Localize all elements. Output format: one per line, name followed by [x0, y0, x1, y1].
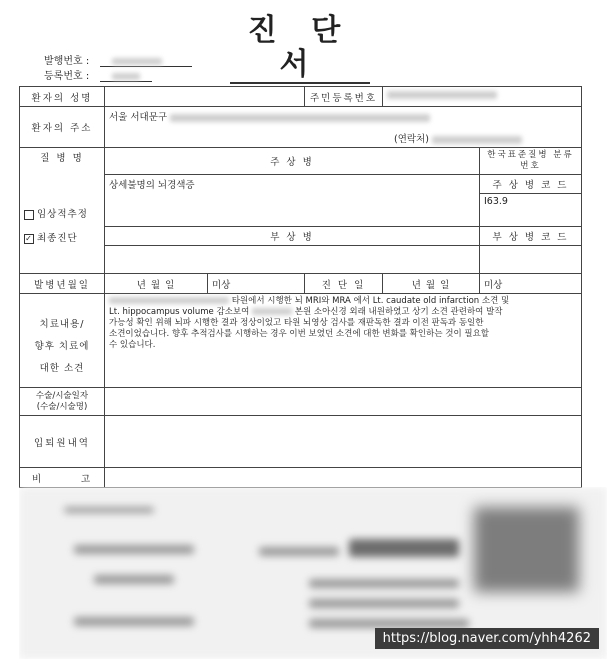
- diagnosis-date-note: 미상: [480, 274, 582, 294]
- diagnosis-date-label: 진 단 일: [305, 274, 383, 294]
- clinical-estimate-label: 임상적추정: [37, 209, 88, 220]
- blurred-stamp-icon: [474, 507, 579, 592]
- surgery-date-label: [20, 388, 105, 416]
- main-disease-value: 상세불명의 뇌경색증: [109, 180, 195, 191]
- remarks-value: [105, 468, 582, 488]
- surgery-label-line-2: (수술/시술명): [36, 401, 88, 412]
- kcd-header: 한국표준질병 분류번호: [480, 148, 582, 175]
- resident-number-value: [383, 87, 582, 107]
- registration-number-row: [44, 67, 152, 82]
- onset-date-note: 미상: [208, 274, 305, 294]
- treatment-text-line-2: Lt. hippocampus volume 감소보여: [109, 307, 250, 317]
- sub-code-header: 부 상 병 코 드: [480, 227, 582, 246]
- document-title: 진 단 서: [230, 14, 370, 84]
- patient-address-label: 환자의 주소: [20, 107, 105, 148]
- main-disease-header: 주 상 병: [105, 148, 480, 175]
- treatment-text-line-6: 수 있습니다.: [109, 340, 156, 350]
- treatment-label-line-1: 치료내용/: [39, 319, 85, 330]
- patient-name-value: [105, 87, 305, 107]
- resident-number-label: 주민등록번호: [305, 87, 383, 107]
- blurred-signature-area: [19, 487, 607, 659]
- clinical-estimate-checkbox: [24, 210, 34, 220]
- main-code-cell: [480, 175, 582, 227]
- diagnosis-date-value: 년 월 일: [383, 274, 480, 294]
- blog-watermark: https://blog.naver.com/yhh4262: [375, 628, 599, 649]
- main-code-header: 주 상 병 코 드: [480, 175, 581, 194]
- contact-label: (연락처): [394, 134, 429, 145]
- treatment-label-line-2: 향후 치료에: [34, 341, 90, 352]
- sub-disease-value: [105, 246, 480, 274]
- registration-number-label: 등록번호 :: [44, 71, 90, 82]
- main-disease-cell: [105, 175, 480, 227]
- sub-code-value: [480, 246, 582, 274]
- sub-disease-header: 부 상 병: [105, 227, 480, 246]
- treatment-label-line-3: 대한 소견: [39, 363, 85, 374]
- issue-number-value: [100, 57, 192, 67]
- treatment-text-line-5: 소견이었습니다. 향후 추적검사를 시행하는 경우 이번 보였던 소견에 대한 변화를 확인하는 것이 필요할: [109, 329, 489, 339]
- treatment-text: [105, 294, 582, 388]
- main-code-value: I63.9: [484, 196, 508, 207]
- final-diagnosis-label: 최종진단: [37, 233, 78, 244]
- issue-number-label: 발행번호 :: [44, 56, 90, 67]
- admission-history-value: [105, 416, 582, 468]
- admission-history-label: 입퇴원내역: [20, 416, 105, 468]
- disease-name-label: [20, 148, 105, 274]
- issue-number-row: [44, 52, 192, 67]
- registration-number-value: [100, 72, 152, 82]
- onset-date-value: 년 월 일: [105, 274, 208, 294]
- diagnosis-form-table: [19, 86, 582, 488]
- patient-address-cell: [105, 107, 582, 148]
- onset-date-label: 발병년월일: [20, 274, 105, 294]
- final-diagnosis-checkbox: ✓: [25, 233, 33, 243]
- surgery-date-value: [105, 388, 582, 416]
- treatment-label: [20, 294, 105, 388]
- treatment-text-line-3: 본원 소아신경 외래 내원하였고 상기 소견 관련하여 발작: [294, 307, 503, 317]
- disease-label-text: 질 병 명: [40, 153, 84, 164]
- remarks-label: 비 고: [20, 468, 105, 488]
- patient-name-label: 환자의 성명: [20, 87, 105, 107]
- surgery-label-line-1: 수술/시술일자: [35, 390, 89, 401]
- patient-address-value: 서울 서대문구: [109, 112, 168, 123]
- treatment-text-line-4: 가능성 확인 위해 뇌파 시행한 결과 정상이었고 타원 뇌영상 검사를 재판독한 결과 이전 판독과 동일한: [109, 318, 484, 328]
- treatment-text-line-1: 타원에서 시행한 뇌 MRI와 MRA 에서 Lt. caudate old infarction 소견 및: [231, 296, 510, 306]
